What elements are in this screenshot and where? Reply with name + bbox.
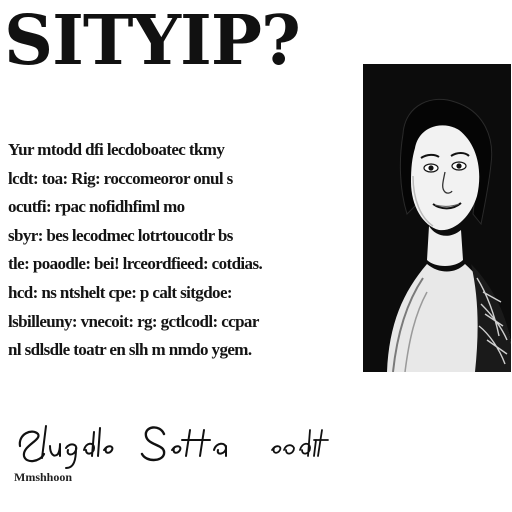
signature-image bbox=[14, 412, 334, 470]
body-line: tle: poaodle: bei! lrceordfieed: cotdias. bbox=[8, 254, 263, 274]
signature bbox=[14, 412, 334, 470]
body-line: sbyr: bes lecodmec lotrtoucotlr bs bbox=[8, 225, 233, 245]
headline: SITYIP? bbox=[4, 4, 300, 78]
portrait-photo bbox=[363, 64, 511, 372]
body-line: lcdt: toa: Rig: roccomeoror onul s bbox=[8, 168, 233, 188]
body-line: hcd: ns ntshelt cpe: p calt sitgdoe: bbox=[8, 282, 232, 302]
portrait-illustration bbox=[363, 64, 511, 372]
signature-caption: Mmshhoon bbox=[14, 470, 73, 484]
body-line: lsbilleuny: vnecoit: rg: gctlcodl: ccpar bbox=[8, 311, 259, 331]
body-text bbox=[8, 140, 353, 372]
body-line: Yur mtodd dfi lecdoboatec tkmy bbox=[8, 140, 225, 159]
body-line: nl sdlsdle toatr en slh m nmdo ygem. bbox=[8, 340, 252, 360]
body-line: ocutfi: rpac nofidhfiml mo bbox=[8, 197, 185, 217]
